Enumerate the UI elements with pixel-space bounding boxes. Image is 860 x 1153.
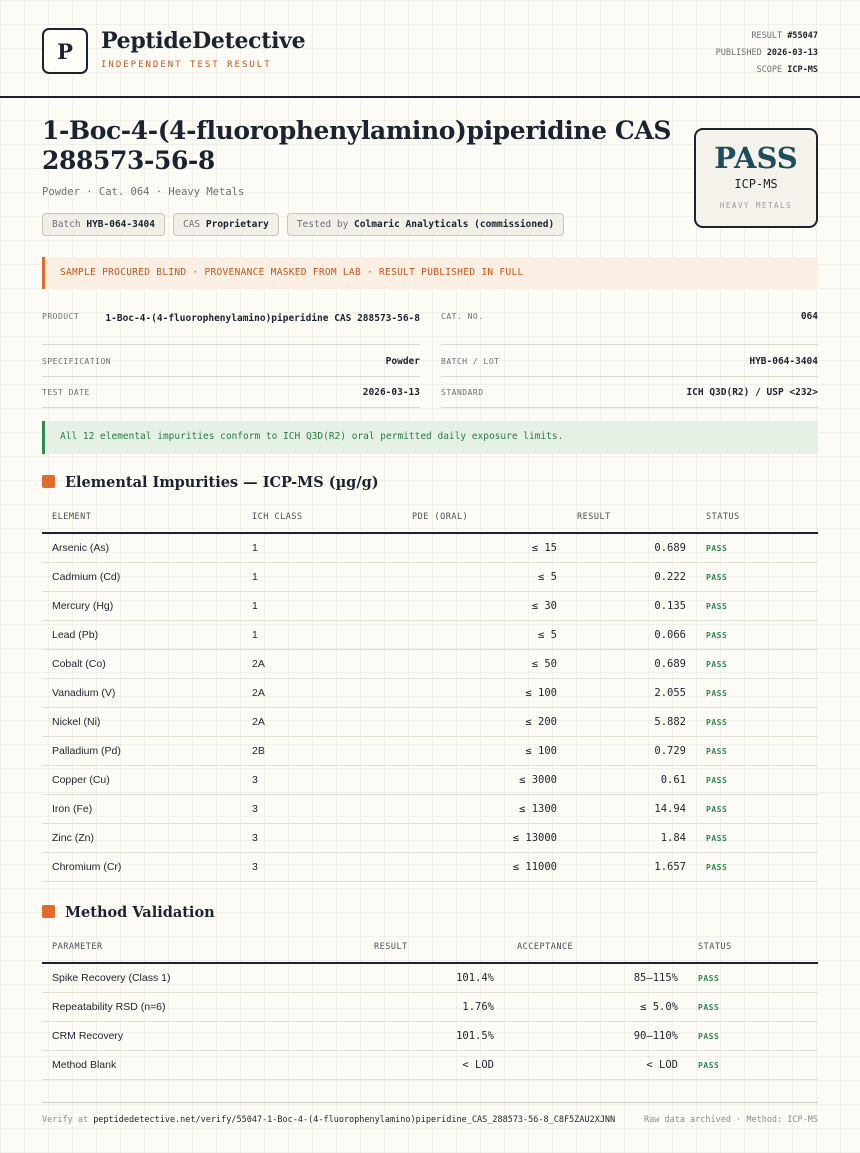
verdict-badge <box>694 128 818 228</box>
status-badge: PASS <box>696 621 818 650</box>
ich-class: 1 <box>242 592 402 621</box>
info-batch-value: HYB-064-3404 <box>749 356 818 367</box>
info-spec-label: SPECIFICATION <box>42 357 112 366</box>
product-chips <box>42 213 564 236</box>
result-value: 0.135 <box>567 592 696 621</box>
validation-row <box>42 1022 818 1051</box>
col-ich-class: ICH CLASS <box>242 502 402 533</box>
verify-link[interactable]: peptidedetective.net/verify/55047-1-Boc-4-(4-fluorophenylamino)piperidine_CAS_288573-56-8_C8F5ZAU2XJNN <box>93 1115 616 1125</box>
col-pde: PDE (ORAL) <box>402 502 567 533</box>
info-product-value: 1-Boc-4-(4-fluorophenylamino)piperidine CAS 288573-56-8 <box>105 313 420 324</box>
result-meta <box>716 28 818 79</box>
status-badge: PASS <box>696 766 818 795</box>
validation-result: 101.5% <box>290 1022 504 1051</box>
scope-label: SCOPE <box>756 65 783 75</box>
result-value: 1.657 <box>567 853 696 882</box>
info-product-label: PRODUCT <box>42 312 80 321</box>
validation-title-text: Method Validation <box>65 904 215 921</box>
validation-result: 101.4% <box>290 963 504 993</box>
batch-chip <box>42 213 165 236</box>
impurity-row <box>42 563 818 592</box>
impurity-row <box>42 795 818 824</box>
scope <box>716 62 818 79</box>
brand-name[interactable]: PeptideDetective <box>101 28 306 54</box>
tested-by-chip <box>287 213 564 236</box>
result-value: 2.055 <box>567 679 696 708</box>
validation-result: 1.76% <box>290 993 504 1022</box>
info-standard-label: STANDARD <box>441 388 484 397</box>
impurities-section-title <box>42 474 379 491</box>
status-badge: PASS <box>696 679 818 708</box>
result-value: 0.729 <box>567 737 696 766</box>
acceptance-range: 85–115% <box>504 963 688 993</box>
report-header <box>0 0 860 98</box>
pde-limit: ≤ 15 <box>402 533 567 563</box>
element-name: Palladium (Pd) <box>42 737 242 766</box>
info-batch-label: BATCH / LOT <box>441 357 500 366</box>
ich-class: 2A <box>242 679 402 708</box>
col-val-status: STATUS <box>688 932 818 963</box>
info-standard <box>441 377 818 408</box>
result-id <box>716 28 818 45</box>
result-value: 0.689 <box>567 650 696 679</box>
pde-limit: ≤ 30 <box>402 592 567 621</box>
ich-class: 1 <box>242 563 402 592</box>
ich-class: 3 <box>242 766 402 795</box>
info-cat-label: CAT. NO. <box>441 312 484 321</box>
result-value: 1.84 <box>567 824 696 853</box>
status-badge: PASS <box>688 1022 818 1051</box>
parameter-name: Repeatability RSD (n=6) <box>42 993 290 1022</box>
status-badge: PASS <box>696 650 818 679</box>
ich-class: 1 <box>242 621 402 650</box>
info-spec-value: Powder <box>385 356 420 367</box>
acceptance-range: 90–110% <box>504 1022 688 1051</box>
validation-header-row <box>42 932 818 963</box>
info-product <box>42 305 420 345</box>
published-label: PUBLISHED <box>715 48 762 58</box>
section-marker-icon <box>42 475 55 488</box>
result-id-label: RESULT <box>751 31 783 41</box>
validation-result: < LOD <box>290 1051 504 1080</box>
status-badge: PASS <box>696 592 818 621</box>
batch-chip-label: Batch <box>52 219 81 230</box>
archive-note: Raw data archived · Method: ICP-MS <box>644 1115 818 1125</box>
cas-chip-label: CAS <box>182 219 201 230</box>
pde-limit: ≤ 50 <box>402 650 567 679</box>
col-status: STATUS <box>696 502 818 533</box>
pde-limit: ≤ 3000 <box>402 766 567 795</box>
status-badge: PASS <box>696 533 818 563</box>
result-value: 0.61 <box>567 766 696 795</box>
impurity-row <box>42 592 818 621</box>
status-badge: PASS <box>696 737 818 766</box>
status-badge: PASS <box>688 1051 818 1080</box>
impurity-row <box>42 650 818 679</box>
element-name: Nickel (Ni) <box>42 708 242 737</box>
info-cat-value: 064 <box>800 311 818 322</box>
brand-tagline: INDEPENDENT TEST RESULT <box>101 60 272 70</box>
element-name: Cadmium (Cd) <box>42 563 242 592</box>
ich-class: 1 <box>242 533 402 563</box>
impurities-table <box>42 502 818 882</box>
status-badge: PASS <box>696 708 818 737</box>
validation-section-title <box>42 904 215 921</box>
acceptance-range: < LOD <box>504 1051 688 1080</box>
ich-class: 3 <box>242 795 402 824</box>
impurities-title-text: Elemental Impurities — ICP-MS (µg/g) <box>65 474 379 491</box>
info-spec <box>42 345 420 377</box>
element-name: Copper (Cu) <box>42 766 242 795</box>
verify-label: Verify at <box>42 1115 89 1125</box>
status-badge: PASS <box>696 853 818 882</box>
pde-limit: ≤ 13000 <box>402 824 567 853</box>
section-marker-icon <box>42 905 55 918</box>
parameter-name: CRM Recovery <box>42 1022 290 1051</box>
impurity-row <box>42 708 818 737</box>
cas-chip <box>173 213 279 236</box>
ich-class: 2B <box>242 737 402 766</box>
cas-chip-value: Proprietary <box>205 219 269 230</box>
verdict-method: ICP-MS <box>734 177 778 191</box>
impurity-row <box>42 853 818 882</box>
validation-row <box>42 993 818 1022</box>
scope-value: ICP-MS <box>787 65 818 75</box>
verdict-scope: HEAVY METALS <box>719 201 793 210</box>
acceptance-range: ≤ 5.0% <box>504 993 688 1022</box>
batch-chip-value: HYB-064-3404 <box>86 219 155 230</box>
blind-notice: SAMPLE PROCURED BLIND · PROVENANCE MASKED FROM LAB · RESULT PUBLISHED IN FULL <box>42 257 818 289</box>
published-date <box>716 45 818 62</box>
element-name: Arsenic (As) <box>42 533 242 563</box>
validation-row <box>42 963 818 993</box>
ich-class: 3 <box>242 853 402 882</box>
result-value: 0.222 <box>567 563 696 592</box>
ich-class: 3 <box>242 824 402 853</box>
tested-by-value: Colmaric Analyticals (commissioned) <box>354 219 555 230</box>
product-subtitle: Powder · Cat. 064 · Heavy Metals <box>42 186 245 198</box>
element-name: Cobalt (Co) <box>42 650 242 679</box>
info-date-value: 2026-03-13 <box>362 387 420 398</box>
pde-limit: ≤ 100 <box>402 737 567 766</box>
info-date <box>42 377 420 408</box>
tested-by-label: Tested by <box>296 219 349 230</box>
col-element: ELEMENT <box>42 502 242 533</box>
parameter-name: Method Blank <box>42 1051 290 1080</box>
pde-limit: ≤ 1300 <box>402 795 567 824</box>
validation-row <box>42 1051 818 1080</box>
col-result: RESULT <box>567 502 696 533</box>
brand-logo[interactable]: P <box>42 28 88 74</box>
impurities-header-row <box>42 502 818 533</box>
col-parameter: PARAMETER <box>42 932 290 963</box>
element-name: Mercury (Hg) <box>42 592 242 621</box>
element-name: Lead (Pb) <box>42 621 242 650</box>
status-badge: PASS <box>696 824 818 853</box>
impurity-row <box>42 737 818 766</box>
pde-limit: ≤ 100 <box>402 679 567 708</box>
pde-limit: ≤ 200 <box>402 708 567 737</box>
pde-limit: ≤ 5 <box>402 621 567 650</box>
conformance-message: All 12 elemental impurities conform to ICH Q3D(R2) oral permitted daily exposure limits. <box>42 421 818 454</box>
result-value: 14.94 <box>567 795 696 824</box>
status-badge: PASS <box>696 795 818 824</box>
col-acceptance: ACCEPTANCE <box>504 932 688 963</box>
report-footer <box>42 1102 818 1139</box>
published-value: 2026-03-13 <box>766 48 818 58</box>
col-val-result: RESULT <box>290 932 504 963</box>
pde-limit: ≤ 5 <box>402 563 567 592</box>
validation-table <box>42 932 818 1080</box>
info-batch <box>441 345 818 377</box>
impurity-row <box>42 766 818 795</box>
ich-class: 2A <box>242 708 402 737</box>
result-value: 5.882 <box>567 708 696 737</box>
product-title: 1-Boc-4-(4-fluorophenylamino)piperidine CAS 288573-56-8 <box>42 116 672 175</box>
impurity-row <box>42 679 818 708</box>
element-name: Zinc (Zn) <box>42 824 242 853</box>
info-date-label: TEST DATE <box>42 388 90 397</box>
ich-class: 2A <box>242 650 402 679</box>
status-badge: PASS <box>688 993 818 1022</box>
verdict-word: PASS <box>714 141 798 175</box>
info-cat <box>441 305 818 345</box>
element-name: Iron (Fe) <box>42 795 242 824</box>
status-badge: PASS <box>688 963 818 993</box>
impurity-row <box>42 824 818 853</box>
info-standard-value: ICH Q3D(R2) / USP <232> <box>686 387 818 398</box>
pde-limit: ≤ 11000 <box>402 853 567 882</box>
element-name: Chromium (Cr) <box>42 853 242 882</box>
verify-line <box>42 1115 615 1125</box>
status-badge: PASS <box>696 563 818 592</box>
result-value: 0.066 <box>567 621 696 650</box>
result-id-value: #55047 <box>787 31 818 41</box>
element-name: Vanadium (V) <box>42 679 242 708</box>
impurity-row <box>42 533 818 563</box>
result-value: 0.689 <box>567 533 696 563</box>
impurity-row <box>42 621 818 650</box>
parameter-name: Spike Recovery (Class 1) <box>42 963 290 993</box>
